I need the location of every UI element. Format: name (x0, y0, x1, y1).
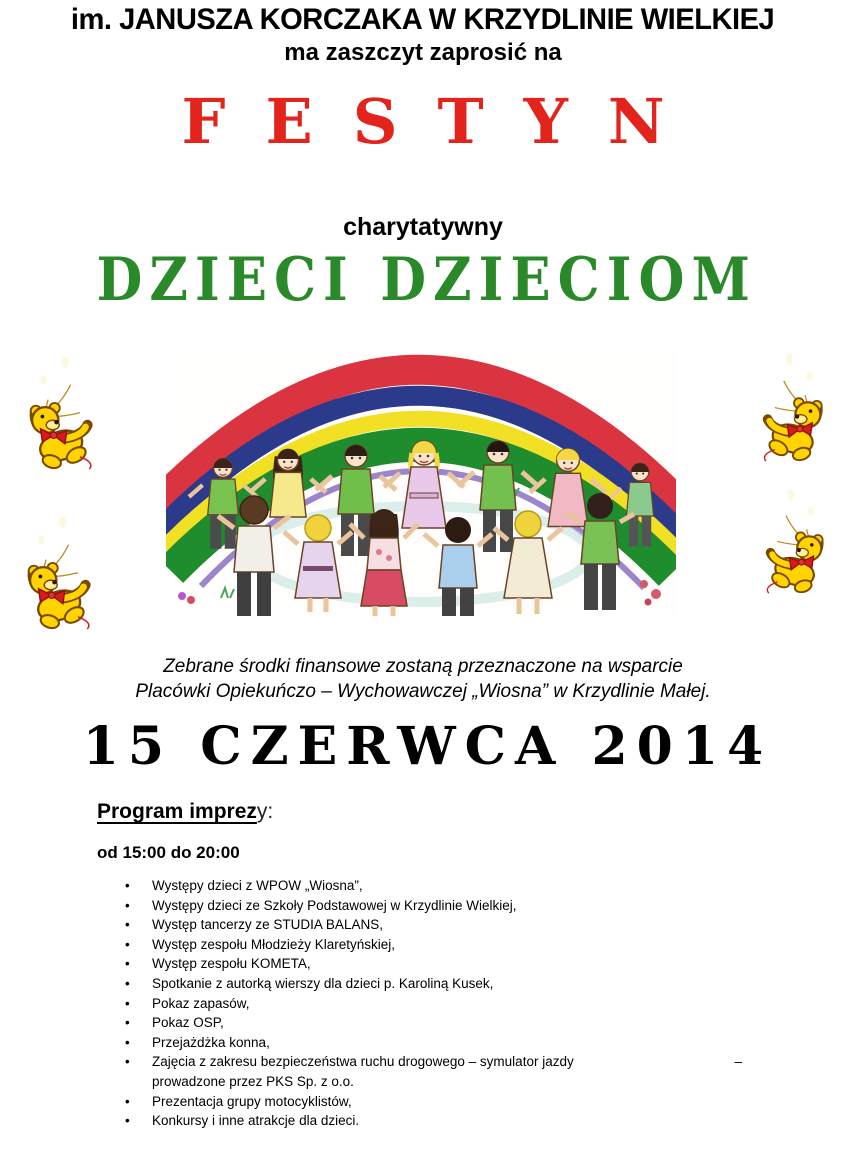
list-item-text: Zajęcia z zakresu bezpieczeństwa ruchu drogowego – symulator jazdy (152, 1054, 574, 1070)
list-item (97, 915, 846, 935)
program-hours: od 15:00 do 20:00 (97, 843, 240, 862)
trailing-dash: – (734, 1054, 742, 1070)
list-item-text: Spotkanie z autorką wierszy dla dzieci p. Karoliną Kusek, (152, 975, 494, 991)
list-item (97, 1092, 846, 1112)
teddy-bear-balloons-icon (10, 348, 118, 470)
teddy-bear-balloons-icon (740, 482, 844, 594)
teddy-bear-balloons-icon (738, 346, 842, 462)
teddy-bear-balloons-icon (6, 508, 118, 630)
school-name-line (0, 3, 846, 37)
list-item-text: Występy dzieci z WPOW „Wiosna”, (152, 878, 363, 893)
bullet-icon: • (125, 1113, 130, 1129)
invitation-line: ma zaszczyt zaprosić na (284, 39, 562, 66)
list-item (97, 954, 846, 974)
list-item (97, 994, 846, 1014)
list-item-continuation: prowadzone przez PKS Sp. z o.o. (152, 1073, 354, 1089)
program-list (97, 876, 846, 1131)
program-heading-tail: y: (256, 800, 274, 823)
list-item-text: Występ tancerzy ze STUDIA BALANS, (152, 917, 383, 933)
program-section (97, 800, 846, 1131)
list-item-line (152, 1052, 742, 1072)
list-item-text: Prezentacja grupy motocyklistów, (152, 1093, 352, 1109)
school-name-text: im. JANUSZA KORCZAKA W KRZYDLINIE WIELKIEJ (71, 3, 775, 36)
bullet-icon: • (125, 1034, 130, 1050)
list-item (97, 1033, 846, 1053)
bullet-icon: • (125, 1093, 130, 1109)
list-item (97, 1013, 846, 1033)
intro-paragraph (0, 654, 846, 704)
list-item-text: Występ zespołu Młodzieży Klaretyńskiej, (152, 936, 395, 952)
program-heading (97, 800, 846, 824)
bullet-icon: • (125, 936, 130, 952)
list-item (97, 974, 846, 994)
event-name-text: DZIECI DZIECIOM (96, 245, 757, 315)
children-rainbow-drawing (166, 346, 676, 616)
list-item (97, 1111, 846, 1131)
event-name (0, 245, 846, 315)
artwork-row (0, 346, 846, 618)
bullet-icon: • (125, 956, 130, 972)
list-item-road-safety (97, 1052, 846, 1072)
list-item-text: Występ zespołu KOMETA, (152, 956, 311, 972)
list-item (97, 876, 846, 896)
bullet-icon: • (125, 1054, 130, 1070)
list-item-text: Występy dzieci ze Szkoły Podstawowej w Krzydlinie Wielkiej, (152, 897, 517, 913)
bullet-icon: • (125, 917, 130, 933)
list-item (97, 896, 846, 916)
intro-line-1: Zebrane środki finansowe zostaną przeznaczone na wsparcie (163, 656, 683, 677)
intro-line-2: Placówki Opiekuńczo – Wychowawczej „Wiosna” w Krzydlinie Małej. (135, 681, 711, 702)
bullet-icon: • (125, 878, 130, 893)
list-item-text: Pokaz OSP, (152, 1015, 224, 1031)
event-kind: charytatywny (343, 213, 503, 241)
list-item-text: Przejażdżka konna, (152, 1034, 270, 1050)
list-item-text: Pokaz zapasów, (152, 995, 250, 1011)
list-item-text: Konkursy i inne atrakcje dla dzieci. (152, 1113, 360, 1129)
event-date: 15 CZERWCA 2014 (82, 716, 773, 777)
event-title: FESTYN (181, 85, 705, 158)
bullet-icon: • (125, 995, 130, 1011)
program-heading-bold: Program imprez (97, 800, 257, 823)
list-item (97, 935, 846, 955)
bullet-icon: • (125, 975, 130, 991)
bullet-icon: • (125, 1015, 130, 1031)
bullet-icon: • (125, 897, 130, 913)
